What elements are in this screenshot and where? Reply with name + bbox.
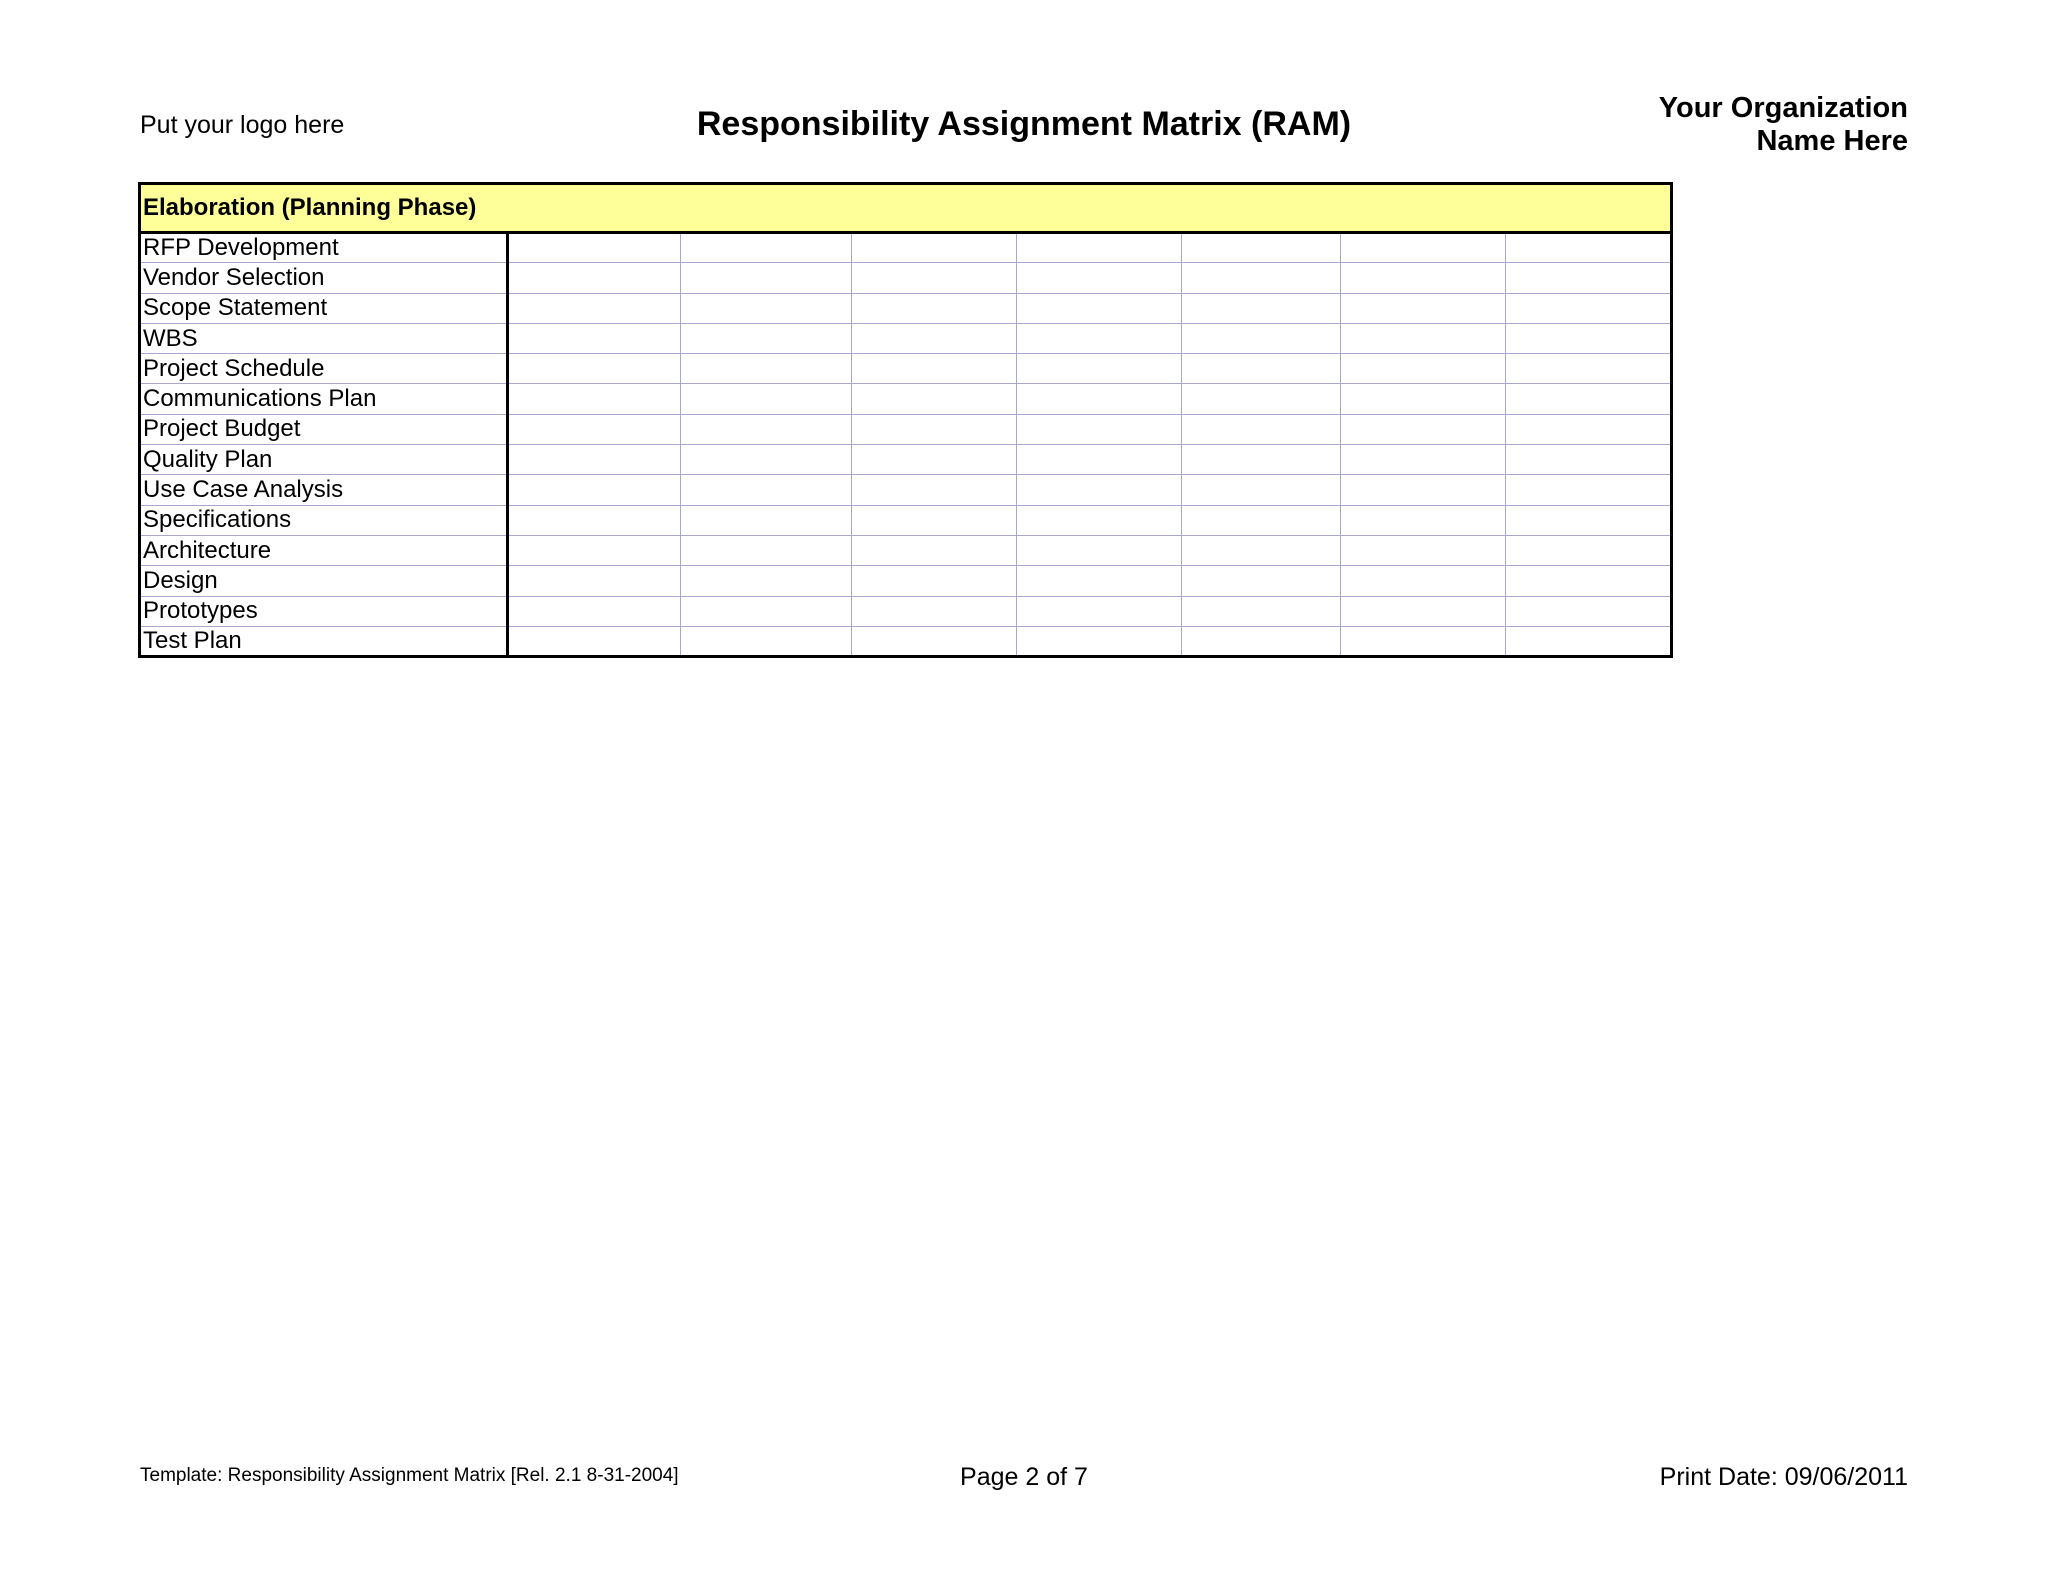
assignment-cell[interactable]: [508, 233, 681, 263]
assignment-cell[interactable]: [852, 293, 1017, 323]
assignment-cell[interactable]: [1341, 596, 1506, 626]
assignment-cell[interactable]: [1506, 354, 1672, 384]
assignment-cell[interactable]: [1017, 263, 1182, 293]
assignment-cell[interactable]: [681, 293, 852, 323]
page-title: Responsibility Assignment Matrix (RAM): [696, 105, 1352, 143]
assignment-cell[interactable]: [1182, 535, 1341, 565]
assignment-cell[interactable]: [852, 535, 1017, 565]
table-row: [140, 233, 1672, 263]
assignment-cell[interactable]: [852, 566, 1017, 596]
assignment-cell[interactable]: [1182, 566, 1341, 596]
assignment-cell[interactable]: [852, 263, 1017, 293]
assignment-cell[interactable]: [1341, 566, 1506, 596]
assignment-cell[interactable]: [1017, 596, 1182, 626]
table-row: [140, 323, 1672, 353]
assignment-cell[interactable]: [508, 535, 681, 565]
assignment-cell[interactable]: [508, 566, 681, 596]
assignment-cell[interactable]: [1341, 475, 1506, 505]
assignment-cell[interactable]: [1017, 626, 1182, 656]
organization-name-line1: Your Organization: [1658, 92, 1908, 124]
assignment-cell[interactable]: [1341, 233, 1506, 263]
task-name-cell: Use Case Analysis: [140, 475, 508, 505]
assignment-cell[interactable]: [1017, 566, 1182, 596]
phase-title: Elaboration (Planning Phase): [140, 184, 1672, 233]
assignment-cell[interactable]: [1182, 626, 1341, 656]
assignment-cell[interactable]: [852, 414, 1017, 444]
assignment-cell[interactable]: [1506, 414, 1672, 444]
assignment-cell[interactable]: [1506, 596, 1672, 626]
task-name-cell: WBS: [140, 323, 508, 353]
assignment-cell[interactable]: [1182, 354, 1341, 384]
assignment-cell[interactable]: [681, 263, 852, 293]
task-name-cell: Test Plan: [140, 626, 508, 656]
table-row: [140, 596, 1672, 626]
table-row: [140, 566, 1672, 596]
assignment-cell[interactable]: [1341, 263, 1506, 293]
task-name-cell: Specifications: [140, 505, 508, 535]
assignment-cell[interactable]: [852, 626, 1017, 656]
assignment-cell[interactable]: [681, 414, 852, 444]
assignment-cell[interactable]: [1182, 233, 1341, 263]
table-row: [140, 293, 1672, 323]
assignment-cell[interactable]: [1017, 323, 1182, 353]
assignment-cell[interactable]: [508, 475, 681, 505]
assignment-cell[interactable]: [1506, 263, 1672, 293]
table-row: [140, 354, 1672, 384]
assignment-cell[interactable]: [1341, 535, 1506, 565]
assignment-cell[interactable]: [852, 323, 1017, 353]
assignment-cell[interactable]: [1017, 293, 1182, 323]
task-name-cell: Architecture: [140, 535, 508, 565]
table-row: [140, 263, 1672, 293]
table-row: [140, 475, 1672, 505]
assignment-cell[interactable]: [1506, 535, 1672, 565]
assignment-cell[interactable]: [1506, 384, 1672, 414]
organization-name-line2: Name Here: [1756, 125, 1908, 157]
assignment-cell[interactable]: [1017, 414, 1182, 444]
assignment-cell[interactable]: [852, 384, 1017, 414]
assignment-cell[interactable]: [1341, 626, 1506, 656]
footer-page-number: Page 2 of 7: [960, 1463, 1088, 1491]
table-row: [140, 414, 1672, 444]
assignment-cell[interactable]: [1506, 233, 1672, 263]
assignment-cell[interactable]: [1341, 384, 1506, 414]
task-name-cell: Scope Statement: [140, 293, 508, 323]
assignment-cell[interactable]: [508, 384, 681, 414]
assignment-cell[interactable]: [852, 475, 1017, 505]
assignment-cell[interactable]: [1506, 293, 1672, 323]
assignment-cell[interactable]: [681, 566, 852, 596]
assignment-cell[interactable]: [681, 354, 852, 384]
assignment-cell[interactable]: [1017, 505, 1182, 535]
assignment-cell[interactable]: [852, 505, 1017, 535]
assignment-cell[interactable]: [852, 445, 1017, 475]
footer-print-date: Print Date: 09/06/2011: [1659, 1463, 1908, 1491]
assignment-cell[interactable]: [1017, 354, 1182, 384]
assignment-cell[interactable]: [1506, 445, 1672, 475]
task-name-cell: Prototypes: [140, 596, 508, 626]
organization-name: [1659, 92, 1908, 158]
assignment-cell[interactable]: [852, 354, 1017, 384]
assignment-cell[interactable]: [1182, 596, 1341, 626]
assignment-cell[interactable]: [681, 535, 852, 565]
assignment-cell[interactable]: [508, 445, 681, 475]
assignment-cell[interactable]: [508, 323, 681, 353]
table-row: [140, 535, 1672, 565]
task-name-cell: RFP Development: [140, 233, 508, 263]
assignment-cell[interactable]: [1182, 323, 1341, 353]
phase-header-row: [140, 184, 1672, 233]
assignment-cell[interactable]: [681, 323, 852, 353]
assignment-cell[interactable]: [681, 233, 852, 263]
assignment-cell[interactable]: [681, 445, 852, 475]
assignment-cell[interactable]: [508, 263, 681, 293]
assignment-cell[interactable]: [1017, 535, 1182, 565]
assignment-cell[interactable]: [1506, 475, 1672, 505]
assignment-cell[interactable]: [1506, 626, 1672, 656]
logo-placeholder: Put your logo here: [140, 111, 345, 139]
assignment-cell[interactable]: [1341, 445, 1506, 475]
assignment-cell[interactable]: [1017, 445, 1182, 475]
assignment-cell[interactable]: [508, 354, 681, 384]
assignment-cell[interactable]: [1182, 263, 1341, 293]
assignment-cell[interactable]: [681, 626, 852, 656]
assignment-cell[interactable]: [852, 596, 1017, 626]
task-name-cell: Project Budget: [140, 414, 508, 444]
assignment-cell[interactable]: [1182, 445, 1341, 475]
footer-template-reference: Template: Responsibility Assignment Matrix [Rel. 2.1 8-31-2004]: [140, 1465, 679, 1486]
table-row: [140, 445, 1672, 475]
task-name-cell: Communications Plan: [140, 384, 508, 414]
assignment-cell[interactable]: [1017, 384, 1182, 414]
task-name-cell: Design: [140, 566, 508, 596]
table-row: [140, 505, 1672, 535]
assignment-cell[interactable]: [1182, 293, 1341, 323]
assignment-cell[interactable]: [1182, 384, 1341, 414]
assignment-cell[interactable]: [1341, 505, 1506, 535]
task-name-cell: Vendor Selection: [140, 263, 508, 293]
assignment-cell[interactable]: [1506, 323, 1672, 353]
table-row: [140, 626, 1672, 656]
responsibility-matrix-table: [138, 182, 1673, 658]
assignment-cell[interactable]: [681, 505, 852, 535]
assignment-cell[interactable]: [852, 233, 1017, 263]
assignment-cell[interactable]: [508, 505, 681, 535]
assignment-cell[interactable]: [681, 596, 852, 626]
assignment-cell[interactable]: [1017, 233, 1182, 263]
assignment-cell[interactable]: [1182, 505, 1341, 535]
assignment-cell[interactable]: [681, 475, 852, 505]
assignment-cell[interactable]: [1182, 414, 1341, 444]
assignment-cell[interactable]: [1017, 475, 1182, 505]
assignment-cell[interactable]: [1506, 505, 1672, 535]
assignment-cell[interactable]: [1341, 293, 1506, 323]
assignment-cell[interactable]: [1341, 414, 1506, 444]
assignment-cell[interactable]: [508, 293, 681, 323]
task-name-cell: Quality Plan: [140, 445, 508, 475]
assignment-cell[interactable]: [1506, 566, 1672, 596]
assignment-cell[interactable]: [508, 596, 681, 626]
assignment-cell[interactable]: [1341, 323, 1506, 353]
assignment-cell[interactable]: [681, 384, 852, 414]
assignment-cell[interactable]: [508, 414, 681, 444]
assignment-cell[interactable]: [1182, 475, 1341, 505]
assignment-cell[interactable]: [508, 626, 681, 656]
table-row: [140, 384, 1672, 414]
task-name-cell: Project Schedule: [140, 354, 508, 384]
assignment-cell[interactable]: [1341, 354, 1506, 384]
